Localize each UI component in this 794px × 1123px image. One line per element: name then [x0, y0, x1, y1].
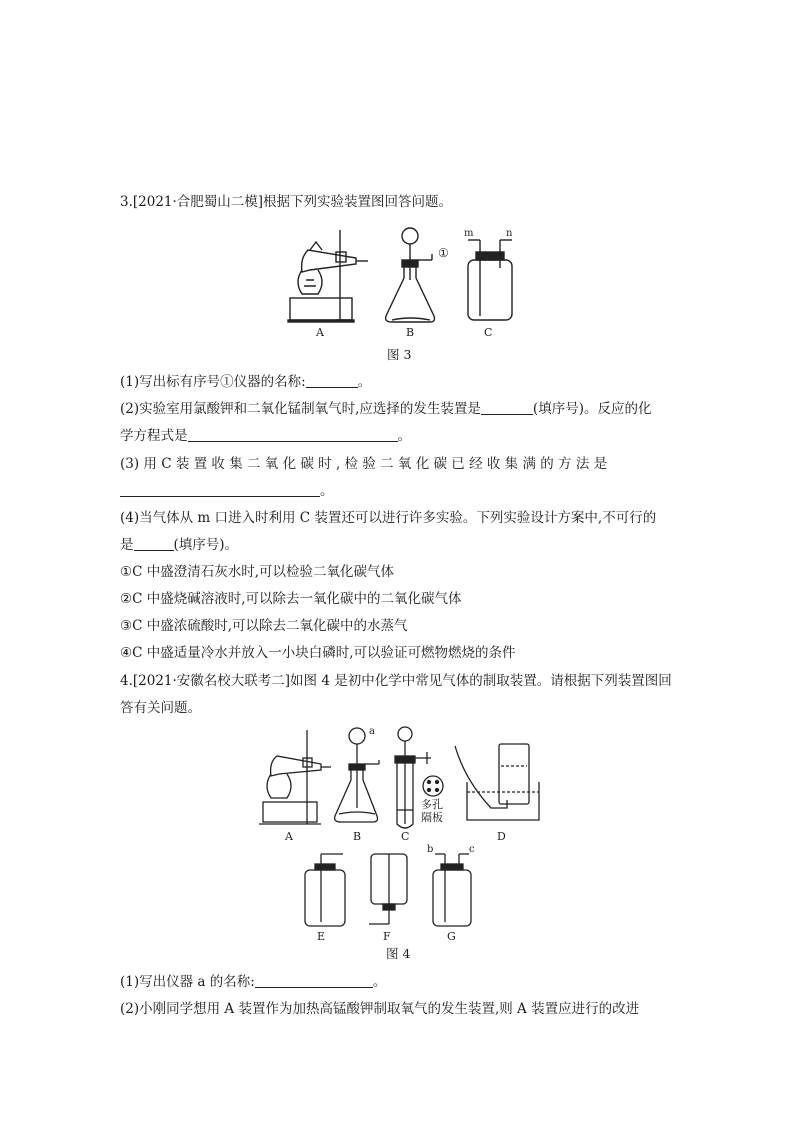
fig3-label-b: B — [406, 326, 415, 339]
marker-1: ① — [438, 246, 449, 260]
q3-part3-line2: 。 — [120, 481, 334, 501]
port-m: m — [464, 228, 474, 239]
answer-blank[interactable] — [481, 400, 533, 415]
q3-option-1: ①C 中盛澄清石灰水时,可以检验二氧化碳气体 — [120, 564, 395, 580]
apparatus-c-bottle — [468, 240, 512, 320]
fig4-label-f: F — [383, 930, 391, 943]
porous-label-2: 隔板 — [421, 811, 443, 824]
answer-blank[interactable] — [306, 373, 358, 388]
answer-blank[interactable] — [255, 973, 373, 988]
figure-3 — [280, 220, 520, 345]
q3-part2-line2: 学方程式是 。 — [120, 428, 411, 444]
q4-heading-line2: 答有关问题。 — [120, 700, 201, 716]
q3-part2-line1: (2)实验室用氯酸钾和二氧化锰制氧气时,应选择的发生装置是 (填序号)。反应的化 — [120, 401, 652, 417]
q3-option-4: ④C 中盛适量冷水并放入一小块白磷时,可以验证可燃物燃烧的条件 — [120, 645, 516, 661]
figure-4 — [255, 720, 555, 945]
port-a: a — [369, 726, 375, 737]
q3-part1: (1)写出标有序号①仪器的名称: 。 — [120, 374, 372, 390]
answer-blank[interactable] — [120, 482, 320, 497]
fig4-label-e: E — [317, 930, 326, 943]
q3-part4-line1: (4)当气体从 m 口进入时利用 C 装置还可以进行许多实验。下列实验设计方案中,不可行的 — [120, 510, 657, 526]
fig4-label-g: G — [447, 930, 456, 943]
q3-part4-line2: 是 (填序号)。 — [120, 537, 239, 553]
q3-heading: 3.[2021·合肥蜀山二模]根据下列实验装置图回答问题。 — [120, 194, 453, 210]
porous-label-1: 多孔 — [421, 798, 443, 811]
q3-option-3: ③C 中盛浓硫酸时,可以除去二氧化碳中的水蒸气 — [120, 618, 408, 634]
fig4-label-a: A — [285, 830, 293, 843]
q3-option-2: ②C 中盛烧碱溶液时,可以除去一氧化碳中的二氧化碳气体 — [120, 591, 462, 607]
port-b: b — [427, 844, 434, 855]
answer-blank[interactable] — [134, 536, 174, 551]
apparatus-f-bottle — [369, 854, 407, 924]
fig3-label-a: A — [316, 326, 324, 339]
answer-blank[interactable] — [188, 427, 398, 442]
q4-part1: (1)写出仪器 a 的名称: 。 — [120, 974, 387, 990]
apparatus-b-flask — [335, 728, 379, 822]
port-c: c — [469, 844, 475, 855]
apparatus-a-heating — [259, 730, 331, 824]
apparatus-d-trough — [455, 744, 539, 820]
fig4-label-c: C — [401, 830, 410, 843]
apparatus-a-heating — [288, 230, 368, 322]
fig4-label-d: D — [497, 830, 506, 843]
q3-part3-line1: (3) 用 C 装 置 收 集 二 氧 化 碳 时 , 检 验 二 氧 化 碳 已 经 收 集 满 的 方 法 是 — [120, 456, 608, 472]
fig4-label-b: B — [353, 830, 362, 843]
apparatus-g-bottle — [433, 854, 471, 926]
q4-heading-line1: 4.[2021·安徽名校大联考二]如图 4 是初中化学中常见气体的制取装置。请根据下列装置图回 — [120, 673, 672, 689]
q4-part2-line1: (2)小刚同学想用 A 装置作为加热高锰酸钾制取氧气的发生装置,则 A 装置应进行的改进 — [120, 1001, 640, 1017]
apparatus-b-flask — [386, 228, 435, 322]
figure-4-caption: 图 4 — [386, 946, 411, 961]
figure-3-caption: 图 3 — [387, 347, 412, 362]
port-n: n — [506, 228, 513, 239]
fig3-label-c: C — [484, 326, 493, 339]
apparatus-e-bottle — [305, 854, 345, 926]
